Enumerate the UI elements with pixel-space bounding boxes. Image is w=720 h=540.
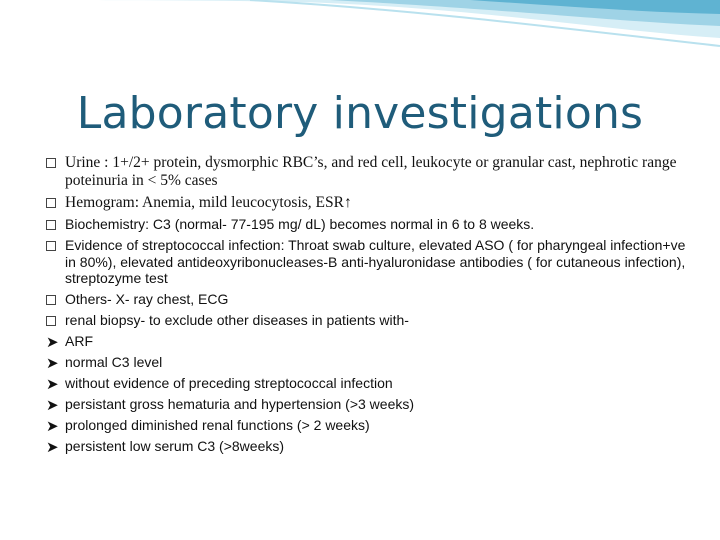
square-bullet-icon — [46, 295, 56, 305]
list-item — [46, 291, 686, 308]
list-item — [46, 375, 686, 392]
list-item — [46, 333, 686, 350]
list-item-text: ARF — [65, 332, 93, 349]
list-item-text: persistant gross hematuria and hypertension (>3 weeks) — [65, 395, 415, 412]
header-wave-decoration — [0, 0, 720, 90]
slide-title: Laboratory investigations — [76, 88, 644, 139]
list-item-text: normal C3 level — [65, 353, 163, 370]
square-bullet-icon — [46, 241, 56, 251]
list-item-text: Biochemistry: C3 (normal- 77-195 mg/ dL) becomes normal in 6 to 8 weeks. — [65, 216, 535, 232]
arrow-bullet-icon: ➤ — [46, 437, 59, 456]
arrow-bullet-icon: ➤ — [46, 395, 59, 414]
list-item-text: prolonged diminished renal functions (> 2 weeks) — [65, 416, 370, 433]
arrow-bullet-icon: ➤ — [46, 416, 59, 435]
investigation-list — [46, 154, 686, 459]
list-item — [46, 354, 686, 371]
list-item-text: without evidence of preceding streptococcal infection — [65, 374, 393, 391]
list-item — [46, 216, 686, 233]
square-bullet-icon — [46, 198, 56, 208]
list-item — [46, 417, 686, 434]
list-item-text: renal biopsy- to exclude other diseases in patients with- — [65, 311, 409, 328]
list-item — [46, 194, 686, 212]
square-bullet-icon — [46, 220, 56, 230]
arrow-bullet-icon: ➤ — [46, 353, 59, 372]
list-item — [46, 396, 686, 413]
square-bullet-icon — [46, 316, 56, 326]
list-item — [46, 438, 686, 455]
list-item-text: Urine : 1+/2+ protein, dysmorphic RBC’s, and red cell, leukocyte or granular cast, nephrotic range poteinuria in < 5% cases — [65, 154, 677, 189]
arrow-bullet-icon: ➤ — [46, 374, 59, 393]
list-item-text: Others- X- ray chest, ECG — [65, 290, 229, 307]
list-item-text: persistent low serum C3 (>8weeks) — [65, 437, 285, 454]
list-item — [46, 237, 686, 287]
list-item-text: Evidence of streptococcal infection: Throat swab culture, elevated ASO ( for pharyngeal infection+ve in 80%), elevated antideoxyribonucleases-B anti-hyaluronidase antibodies ( for cutaneous infection), streptozyme test — [65, 237, 686, 286]
square-bullet-icon — [46, 158, 56, 168]
list-item-text: Hemogram: Anemia, mild leucocytosis, ESR↑ — [65, 194, 352, 211]
list-item — [46, 312, 686, 329]
arrow-bullet-icon: ➤ — [46, 332, 59, 351]
list-item — [46, 154, 686, 190]
